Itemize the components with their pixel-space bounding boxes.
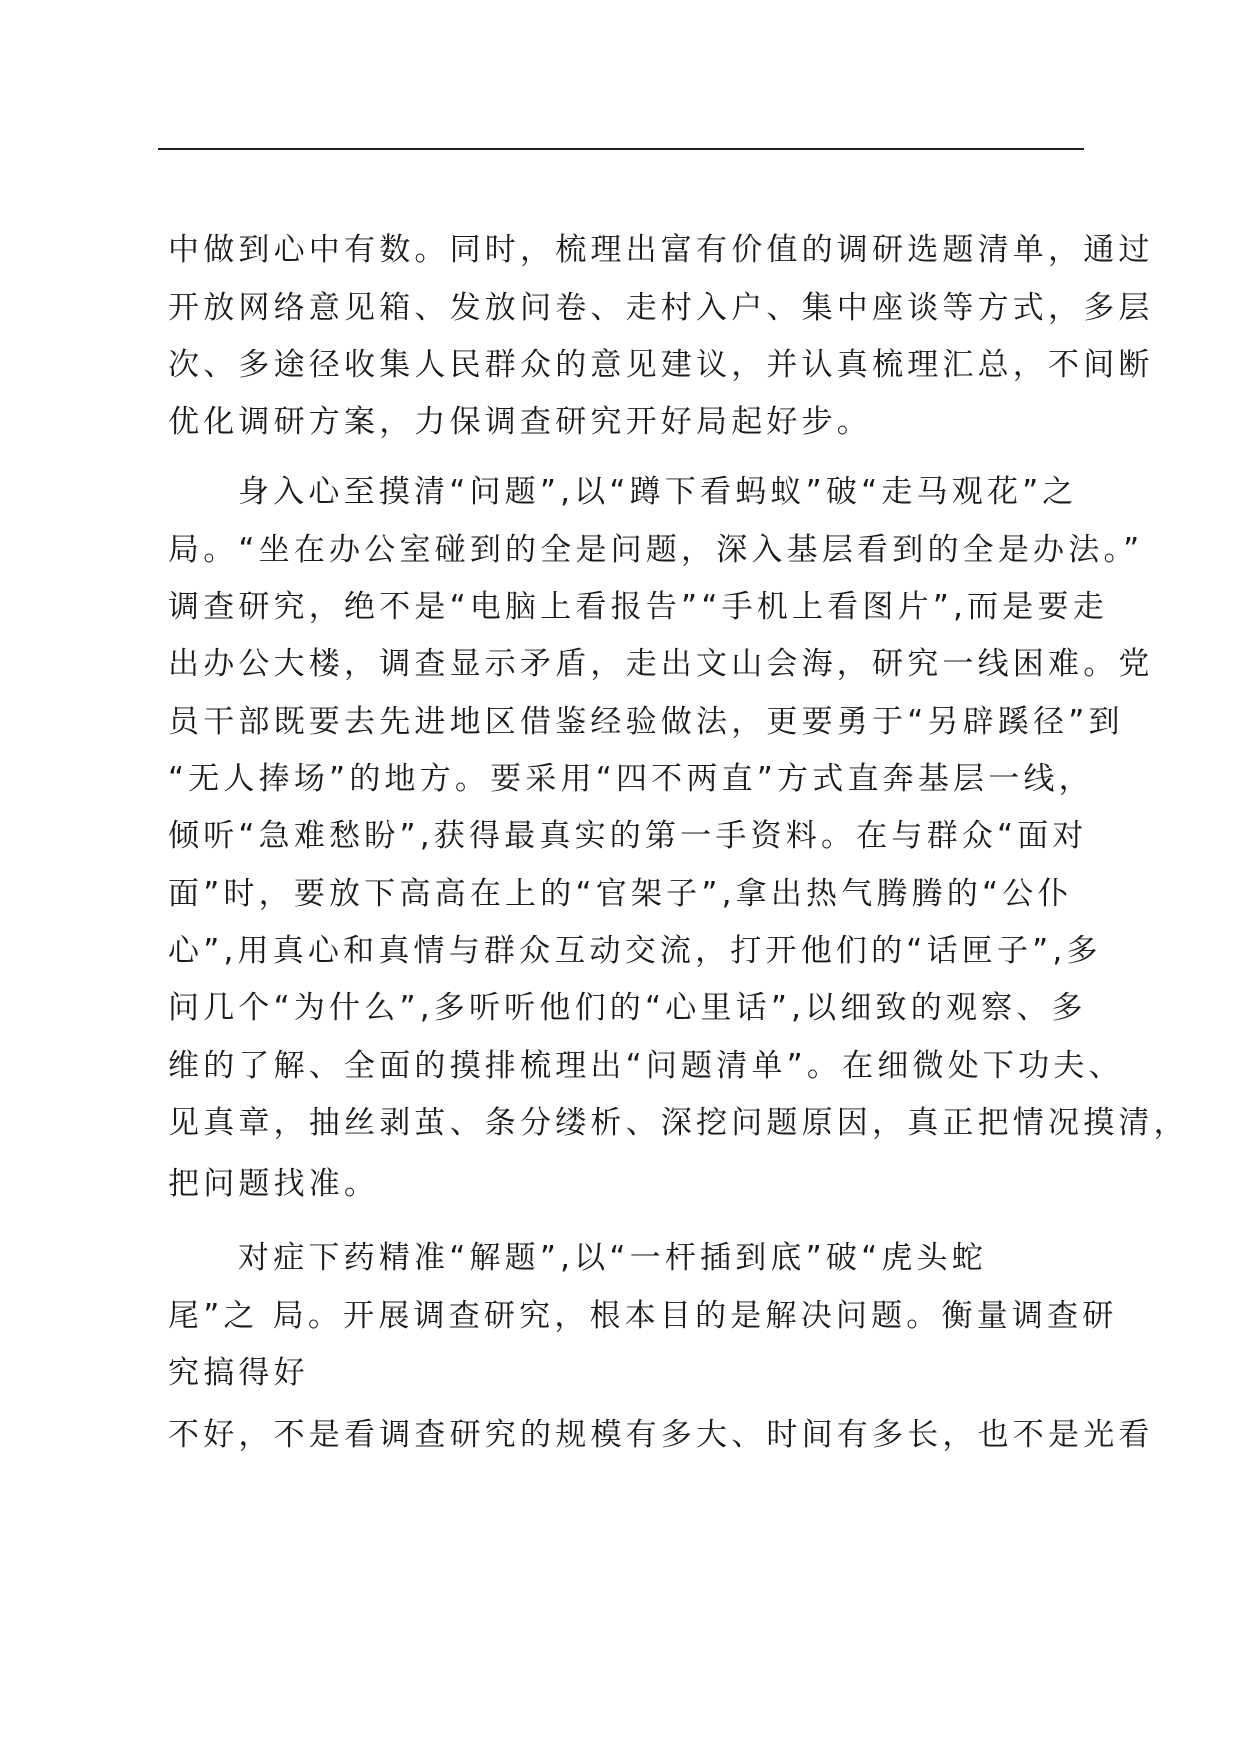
text-line: 次、多途径收集人民群众的意见建议，并认真梳理汇总，不间断 <box>168 347 1154 383</box>
text-line: 倾听“急难愁盼”,获得最真实的第一手资料。在与群众“面对 <box>168 818 1088 854</box>
text-line: 局。“坐在办公室碰到的全是问题，深入基层看到的全是办法。” <box>168 532 1144 568</box>
text-line: 把问题找准。 <box>168 1166 380 1202</box>
text-line: 调查研究，绝不是“电脑上看报告”“手机上看图片”,而是要走 <box>168 589 1108 625</box>
text-line: 维的了解、全面的摸排梳理出“问题清单”。在细微处下功夫、 <box>168 1048 1124 1084</box>
text-line: 不好，不是看调查研究的规模有多大、时间有多长，也不是光看 <box>168 1417 1154 1453</box>
text-line: 开放网络意见箱、发放问卷、走村入户、集中座谈等方式，多层 <box>168 290 1154 326</box>
text-line: 面”时，要放下高高在上的“官架子”,拿出热气腾腾的“公仆 <box>168 876 1073 912</box>
text-line: 见真章，抽丝剥茧、条分缕析、深挖问题原因，真正把情况摸清， <box>168 1105 1189 1141</box>
text-line: 心”,用真心和真情与群众互动交流，打开他们的“话匣子”,多 <box>168 933 1102 969</box>
text-line: 优化调研方案，力保调查研究开好局起好步。 <box>168 404 872 440</box>
text-line: 究搞得好 <box>168 1355 309 1391</box>
text-line: 出办公大楼，调查显示矛盾，走出文山会海，研究一线困难。党 <box>168 646 1154 682</box>
text-line: 尾”之 局。开展调查研究，根本目的是解决问题。衡量调查研 <box>168 1298 1118 1334</box>
header-rule <box>158 148 1084 150</box>
text-line: 中做到心中有数。同时，梳理出富有价值的调研选题清单，通过 <box>168 232 1154 268</box>
paragraph-start-line: 身入心至摸清“问题”,以“蹲下看蚂蚁”破“走马观花”之 <box>238 474 1078 510</box>
text-line: 员干部既要去先进地区借鉴经验做法，更要勇于“另辟蹊径”到 <box>168 704 1124 740</box>
text-line: 问几个“为什么”,多听听他们的“心里话”,以细致的观察、多 <box>168 990 1087 1026</box>
paragraph-start-line: 对症下药精准“解题”,以“一杆插到底”破“虎头蛇 <box>238 1240 987 1276</box>
text-line: “无人捧场”的地方。要采用“四不两直”方式直奔基层一线， <box>168 761 1094 797</box>
